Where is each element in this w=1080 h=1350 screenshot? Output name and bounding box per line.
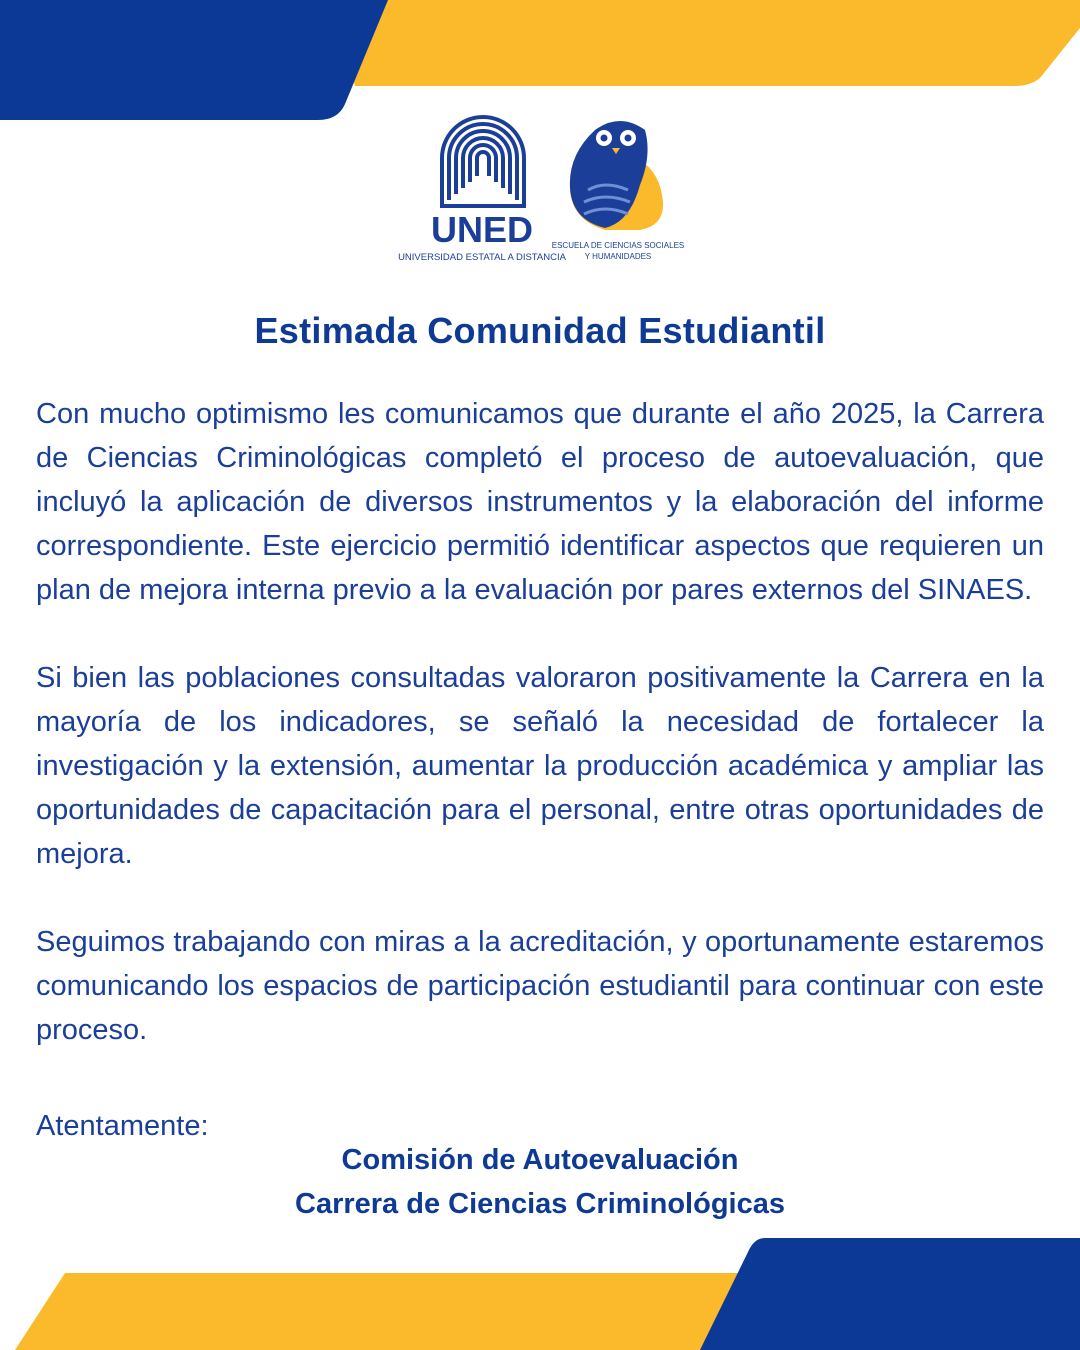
signature-line-2: Carrera de Ciencias Criminológicas [295,1188,785,1220]
page-title: Estimada Comunidad Estudiantil [254,310,826,351]
uned-wordmark: UNED [430,209,534,250]
bottom-navy-band [700,1238,1080,1350]
signature-block [0,1138,1080,1226]
uned-arches-icon [442,117,524,206]
school-name-line2: Y HUMANIDADES [584,252,652,261]
paragraph-3: Seguimos trabajando con miras a la acreditación, y oportunamente estaremos comunicando los espacios de participación estudiantil para continuar con este proceso. [36,926,1044,1046]
owl-icon [570,121,663,230]
top-yellow-band [330,0,1080,86]
top-navy-band [0,0,388,120]
school-name-line1: ESCUELA DE CIENCIAS SOCIALES [551,241,685,250]
signature-line-1: Comisión de Autoevaluación [341,1144,739,1176]
closing-salutation: Atentamente: [36,1110,209,1142]
institution-logos [0,110,1080,280]
paragraph-1: Con mucho optimismo les comunicamos que durante el año 2025, la Carrera de Ciencias Criminológicas completó el proceso de autoevaluación, que incluyó la aplicación de diversos instrumentos y la elaboración del informe correspondiente. Este ejercicio permitió identificar aspectos que requieren un plan de mejora interna previo a la evaluación por pares externos del SINAES. [36,398,1044,606]
uned-tagline: UNIVERSIDAD ESTATAL A DISTANCIA [398,252,566,263]
bottom-yellow-band [15,1273,760,1350]
letter-body [36,392,1044,1096]
paragraph-2: Si bien las poblaciones consultadas valoraron positivamente la Carrera en la mayoría de los indicadores, se señaló la necesidad de fortalecer la investigación y la extensión, aumentar la producción académica y ampliar las oportunidades de capacitación para el personal, entre otras oportunidades de mejora. [36,662,1044,870]
